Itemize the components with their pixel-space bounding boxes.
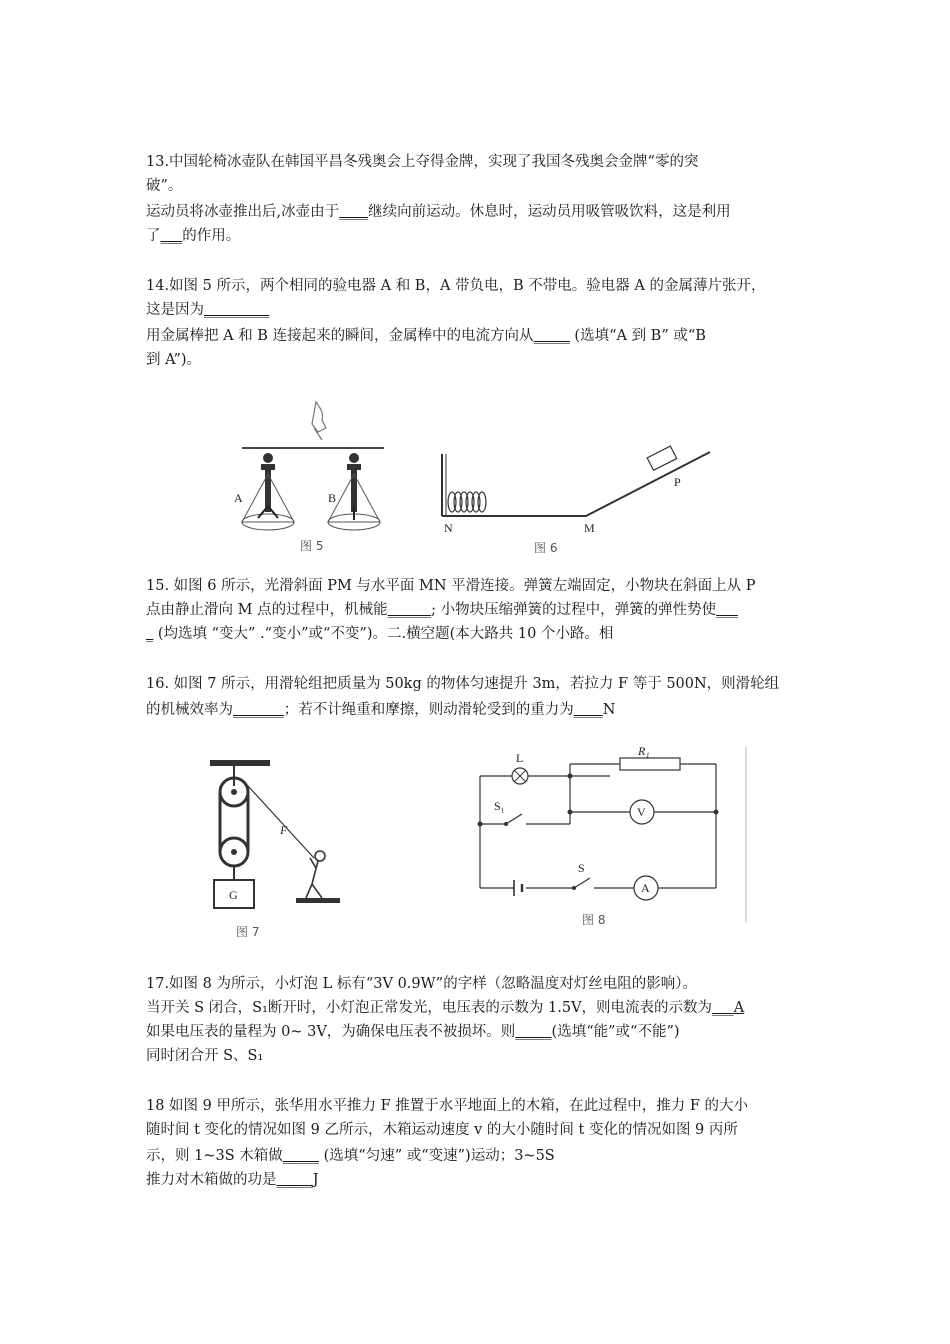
- q14-blank-2: _____: [533, 328, 570, 344]
- electroscope-b: [328, 453, 380, 530]
- q16-line-1: [146, 672, 826, 696]
- q13-blank-1: ____: [339, 204, 369, 220]
- q14-text-2a: 这是因为: [146, 302, 204, 318]
- q15-blank-1: ______: [387, 602, 432, 618]
- figure-8: [470, 746, 750, 932]
- fig7-label-f: F: [280, 823, 288, 837]
- q13-text-3a: 运动员将冰壶推出后,冰壶由于: [146, 204, 340, 220]
- q18-blank-2: _____: [276, 1172, 313, 1188]
- q18-line-1: [146, 1094, 826, 1118]
- q18-text-3b: (选填“匀速” 或“变速”)运动；3~5S: [319, 1148, 555, 1164]
- ammeter: [634, 876, 658, 900]
- q17-text-1: 17.如图 8 为所示，小灯泡 L 标有“3V 0.9W”的字样（忽略温度对灯丝电阻的影响）。: [146, 976, 697, 992]
- q17-line-1: [146, 972, 826, 996]
- q13-text-2: 破”。: [146, 178, 183, 194]
- q18-text-1: 18 如图 9 甲所示，张华用水平推力 F 推置于水平地面上的木箱，在此过程中，推力 F 的大小: [146, 1098, 749, 1114]
- resistor-r1: [620, 746, 680, 770]
- q14-text-3a: 用金属棒把 A 和 B 连接起来的瞬间，金属棒中的电流方向从: [146, 328, 534, 344]
- q13-line-3: [146, 200, 826, 224]
- block-p: [647, 446, 677, 470]
- q17-text-2a: 当开关 S 闭合，S₁断开时，小灯泡正常发光，电压表的示数为 1.5V，则电流表的示数为: [146, 1000, 713, 1016]
- fig8-caption: 图 8: [582, 913, 606, 927]
- q18-blank-1: _____: [282, 1148, 320, 1164]
- voltmeter: [630, 800, 654, 824]
- q17-text-4: 同时闭合开 S、S₁: [146, 1048, 264, 1064]
- q14-text-3b: (选填“A 到 B” 或“B: [569, 328, 706, 344]
- spring: [448, 492, 486, 512]
- q18-text-2: 随时间 t 变化的情况如图 9 乙所示，木箱运动速度 v 的大小随时间 t 变化的情况如图 9 丙所: [146, 1122, 738, 1138]
- q14-text-1: 14.如图 5 所示，两个相同的验电器 A 和 B，A 带负电，B 不带电。验电器 A 的金属薄片张开，: [146, 278, 766, 294]
- fig8-label-a: A: [641, 881, 650, 895]
- q15-blank-2: ___: [716, 602, 738, 618]
- q15-text-3b: (均选填 “变大” .“变小”或“不变”)。二.横空题(本大路共 10 个小路。相: [153, 626, 614, 642]
- electroscope-a: [234, 453, 294, 530]
- fig5-label-a: A: [234, 491, 243, 505]
- q14-line-3: [146, 324, 826, 348]
- fig7-label-g: G: [229, 888, 238, 902]
- fig7-caption: 图 7: [236, 925, 260, 939]
- q13-line-4: [146, 224, 826, 248]
- q18-line-4: [146, 1168, 826, 1192]
- q16-blank-2: ____: [573, 702, 603, 718]
- q14-line-4: [146, 348, 826, 372]
- figure-7: [196, 746, 366, 942]
- q14-line-2: [146, 298, 826, 322]
- q16-blank-1: _______: [233, 702, 284, 718]
- q13-text-4a: 了: [146, 228, 161, 244]
- q18-line-2: [146, 1118, 826, 1142]
- q13-text-1: 13.中国轮椅冰壶队在韩国平昌冬残奥会上夺得金牌，实现了我国冬残奥会金牌“零的突: [146, 154, 699, 170]
- q15-line-2: [146, 598, 826, 622]
- q15-text-2b: ; 小物块压缩弹簧的过程中，弹簧的弹性势使: [431, 602, 717, 618]
- q14-line-1: [146, 274, 826, 298]
- q17-line-2: [146, 996, 826, 1020]
- q14-text-4: 到 A”)。: [146, 352, 202, 368]
- fig8-label-r1: R₁: [638, 746, 650, 758]
- q16-text-1: 16. 如图 7 所示，用滑轮组把质量为 50kg 的物体匀速提升 3m，若拉力 F 等于 500N，则滑轮组: [146, 676, 780, 692]
- lamp-l: [512, 751, 528, 784]
- q15-line-1: [146, 574, 826, 598]
- fig8-label-v: V: [637, 805, 646, 819]
- q16-text-2b: ；若不计绳重和摩擦，则动滑轮受到的重力为: [283, 702, 574, 718]
- q17-text-3a: 如果电压表的量程为 0~ 3V，为确保电压表不被损坏。则: [146, 1024, 516, 1040]
- fig8-label-s1: S₁: [494, 799, 505, 813]
- fig6-label-m: M: [584, 521, 595, 535]
- fig8-label-l: L: [516, 751, 524, 765]
- q17-blank-2: _____: [515, 1024, 552, 1040]
- q17-line-3: [146, 1020, 826, 1044]
- q17-blank-1: ___A: [712, 1000, 745, 1016]
- q18-line-3: [146, 1144, 826, 1168]
- q13-blank-2: ___: [160, 228, 183, 244]
- q18-text-3a: 示，则 1~3S 木箱做: [146, 1148, 283, 1164]
- q15-text-1: 15. 如图 6 所示，光滑斜面 PM 与水平面 MN 平滑连接。弹簧左端固定，小物块在斜面上从 P: [146, 578, 756, 594]
- q18-text-4b: J: [312, 1172, 319, 1188]
- fig6-label-p: P: [674, 475, 681, 489]
- q14-blank-1: _________: [204, 302, 270, 318]
- q15-blank-3: _: [146, 626, 154, 642]
- fig8-label-s: S: [578, 861, 585, 875]
- q13-line-2: [146, 174, 826, 198]
- q16-line-2: [146, 698, 826, 722]
- q16-text-2a: 的机械效率为: [146, 702, 233, 718]
- person-figure: [306, 851, 325, 898]
- q13-line-1: [146, 150, 826, 174]
- figure-5: [228, 398, 396, 562]
- q16-text-2c: N: [602, 702, 616, 718]
- fig6-label-n: N: [444, 521, 453, 535]
- fig5-label-b: B: [328, 491, 337, 505]
- figure-6: [434, 444, 716, 562]
- fig5-caption: 图 5: [300, 539, 324, 553]
- q15-text-2a: 点由静止滑向 M 点的过程中，机械能: [146, 602, 388, 618]
- fig6-caption: 图 6: [534, 541, 558, 555]
- q13-text-4b: 的作用。: [182, 228, 241, 244]
- q17-text-3b: (选填“能”或“不能”): [551, 1024, 680, 1040]
- q17-line-4: [146, 1044, 826, 1068]
- q13-text-3b: 继续向前运动。休息时，运动员用吸管吸饮料，这是利用: [368, 204, 731, 220]
- q15-line-3: [146, 622, 826, 646]
- q18-text-4a: 推力对木箱做的功是: [146, 1172, 277, 1188]
